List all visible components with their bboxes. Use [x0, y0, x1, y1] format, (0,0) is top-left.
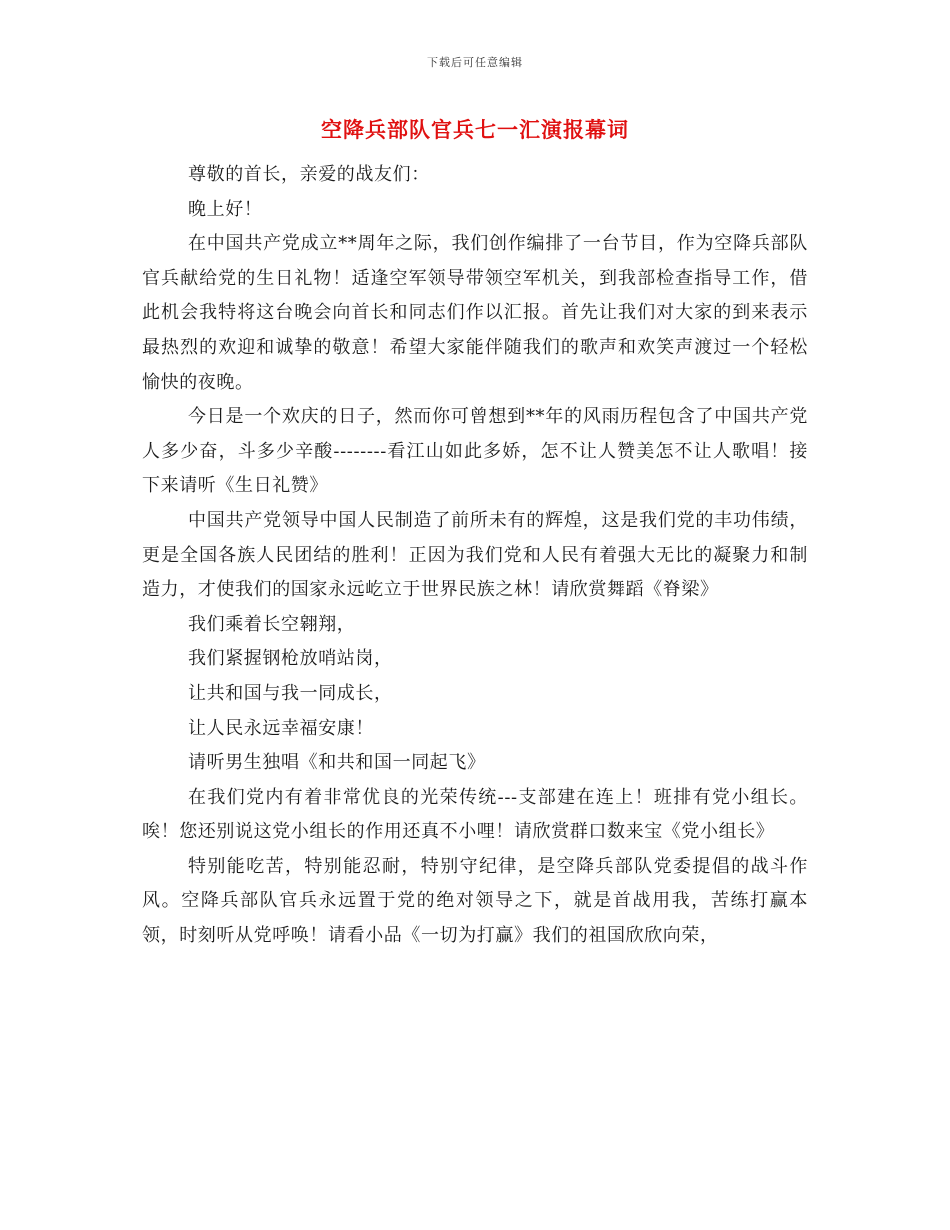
- paragraph-salutation: 尊敬的首长，亲爱的战友们：: [188, 164, 430, 185]
- paragraph-program-3: 请听男生独唱《和共和国一同起飞》: [188, 752, 486, 774]
- paragraph-program-1: 今日是一个欢庆的日子，然而你可曾想到**年的风雨历程包含了中国共产党人多少奋，斗多少辛酸--------看江山如此多娇，怎不让人赞美怎不让人歌唱！接下来请听《生日礼赞》: [142, 406, 808, 497]
- verse-line-4: 让人民永远幸福安康！: [188, 717, 374, 739]
- paragraph-intro: 在中国共产党成立**周年之际，我们创作编排了一台节目，作为空降兵部队官兵献给党的生日礼物！适逢空军领导带领空军机关，到我部检查指导工作，借此机会我特将这台晚会向首长和同志们作以汇报。首先让我们对大家的到来表示最热烈的欢迎和诚挚的敬意！希望大家能伴随我们的歌声和欢笑声渡过一个轻松愉快的夜晚。: [142, 233, 808, 393]
- verse-line-3: 让共和国与我一同成长，: [188, 682, 393, 704]
- header-note: 下载后可任意编辑: [427, 56, 523, 69]
- document-title: 空降兵部队官兵七一汇演报幕词: [321, 117, 629, 142]
- paragraph-program-4: 在我们党内有着非常优良的光荣传统---支部建在连上！班排有党小组长。唉！您还别说这党小组长的作用还真不小哩！请欣赏群口数来宝《党小组长》: [142, 786, 808, 843]
- paragraph-greeting: 晚上好！: [188, 198, 263, 220]
- paragraph-program-2: 中国共产党领导中国人民制造了前所未有的辉煌，这是我们党的丰功伟绩，更是全国各族人民团结的胜利！正因为我们党和人民有着强大无比的凝聚力和制造力，才使我们的国家永远屹立于世界民族之林！请欣赏舞蹈《脊梁》: [142, 509, 808, 601]
- verse-line-1: 我们乘着长空翱翔，: [188, 613, 356, 635]
- verse-line-2: 我们紧握钢枪放哨站岗，: [188, 648, 393, 670]
- document-body: [142, 158, 808, 954]
- paragraph-program-5: 特别能吃苦，特别能忍耐，特别守纪律，是空降兵部队党委提倡的战斗作风。空降兵部队官兵永远置于党的绝对领导之下，就是首战用我，苦练打赢本领，时刻听从党呼唤！请看小品《一切为打赢》我们的祖国欣欣向荣，: [142, 855, 808, 947]
